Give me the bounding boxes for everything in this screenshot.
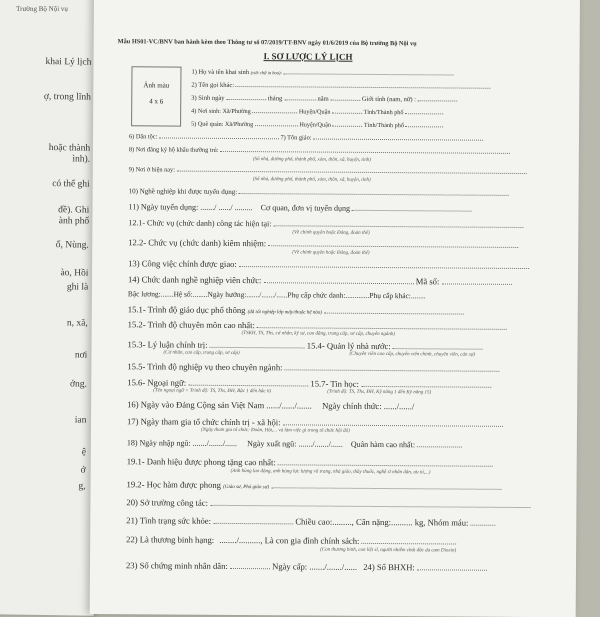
field-label: 2) Tên gọi khác:: [191, 81, 235, 89]
field-label: 5) Quê quán: Xã/Phường: [191, 120, 254, 129]
field-label: 12.2- Chức vụ (chức danh) kiêm nhiệm:: [128, 237, 267, 249]
field-note: (Số nhà, đường phố, thành phố, xóm, thôn, xã, huyện, tỉnh): [252, 177, 371, 183]
field-label: 21) Tình trạng sức khỏe:: [126, 515, 212, 526]
left-page-text: đề). Ghi: [58, 205, 90, 216]
left-page-text: n, xã,: [66, 318, 88, 329]
field-label: 11) Ngày tuyển dụng: ......./ ....../ .........: [128, 202, 253, 213]
field-social-org-date: [127, 416, 503, 429]
field-birth-date: [191, 95, 457, 104]
field-label: 8) Nơi đăng ký hộ khẩu thường trú:: [128, 146, 219, 154]
left-page-header: Trường Bộ Nội vụ: [16, 4, 68, 14]
section-title: I. SƠ LƯỢC LÝ LỊCH: [263, 51, 353, 62]
field-label: Ngày xuất ngũ: ......./......./......: [247, 439, 343, 449]
field-other-name: [191, 82, 490, 91]
field-work-strengths: [126, 497, 530, 510]
left-page-text: có thể ghi: [52, 179, 90, 190]
field-note: (Về chính quyền hoặc Đảng, đoàn thể): [292, 230, 370, 236]
field-label: Huyện/Quận: [298, 108, 331, 116]
field-full-name: [191, 69, 453, 78]
field-note: (đã tốt nghiệp lớp mấy/thuộc hệ nào): [247, 310, 322, 316]
field-note: (TSKH, TS, Ths, cử nhân, kỹ sư, cao đẳng, trung cấp, sơ cấp, chuyên ngành): [241, 331, 396, 338]
left-page-text: ình).: [72, 154, 91, 165]
field-label: 7) Tôn giáo:: [280, 134, 312, 142]
left-page-text: ớ: [80, 465, 86, 476]
field-label: 12.1- Chức vụ (chức danh) công tác hiện tại:: [128, 218, 272, 229]
field-note: (Anh hùng lao động, anh hùng lực lượng vũ trang, nhà giáo, thầy thuốc, nghệ sĩ nhân dân, ưu tú,...): [230, 468, 431, 476]
left-page-text: nơi: [74, 350, 88, 361]
field-hometown: [191, 121, 443, 130]
field-note: (Giáo sư, Phó giáo sư): [223, 484, 270, 491]
left-page-text: ớng.: [69, 379, 87, 390]
field-label: Cơ quan, đơn vị tuyển dụng: [260, 203, 351, 213]
field-label: 23) Số chứng minh nhân dân:: [125, 560, 228, 571]
field-label: 16) Ngày vào Đảng Cộng sản Việt Nam ....../....../.......: [127, 399, 312, 411]
field-label: Mã số:: [415, 276, 440, 287]
field-label: 6) Dân tộc:: [128, 133, 158, 141]
field-label: 20) Sở trường công tác:: [126, 497, 209, 508]
field-main-work: [128, 258, 529, 271]
field-job-title: [128, 274, 512, 287]
field-specialized-skills: [127, 361, 499, 374]
field-current-address: [129, 166, 527, 176]
photo-box: [131, 66, 181, 126]
field-label: 17) Ngày tham gia tổ chức chính trị - xã hội:: [126, 416, 281, 428]
field-label: 14) Chức danh nghề nghiệp viên chức:: [127, 274, 262, 286]
field-note: (Cử nhân, cao cấp, trung cấp, sơ cấp): [163, 350, 240, 357]
field-party-date: [127, 399, 414, 411]
field-label: Huyện/Quận: [299, 121, 331, 129]
field-label: 15.5- Trình độ nghiệp vụ theo chuyên ngành:: [127, 361, 283, 373]
field-concurrent-position: [128, 237, 518, 250]
field-general-education: [128, 304, 464, 316]
field-ethnicity-religion: [129, 133, 483, 142]
field-label: Cân nặng:..........: [355, 516, 413, 528]
field-label: 13) Công việc chính được giao:: [128, 258, 237, 270]
field-label: 15.3- Lý luận chính trị:: [127, 339, 208, 350]
field-label: 22) Là thương binh hạng:: [126, 534, 215, 545]
field-label: 1) Họ và tên khai sinh: [191, 68, 250, 77]
left-page-text: khai Lý lịch: [45, 56, 92, 68]
field-label: 15.1- Trình độ giáo dục phổ thông: [127, 304, 246, 316]
field-label: Ngày chính thức: ....../....../: [322, 400, 415, 412]
field-birth-place: [191, 108, 443, 117]
field-label: tháng: [267, 95, 283, 103]
field-military: [127, 438, 462, 449]
field-note: (viết chữ in hoa):: [250, 70, 283, 76]
field-highest-degree: [128, 319, 507, 332]
field-war-invalid: [126, 534, 456, 546]
left-page-text: ian: [74, 415, 87, 426]
field-note: (Tên ngoại ngữ + Trình độ: TS, Ths, ĐH, Bậc 1 đến bậc 6): [153, 388, 272, 395]
field-id-number: [126, 560, 487, 573]
field-note: (Số nhà, đường phố, thành phố, xóm, thôn, xã, huyện, tỉnh): [252, 157, 371, 163]
field-note: (Ngày tham gia tổ chức: Đoàn, Hội,... và làm việc gì trong tổ chức hội đó): [200, 427, 350, 434]
field-label: 15.7- Tin học:: [310, 378, 359, 389]
field-label: 15.2- Trình độ chuyên môn cao nhất:: [127, 319, 255, 331]
left-page-text: ghi là: [66, 282, 89, 293]
form-header-note: Mẫu HS01-VC/BNV ban hành kèm theo Thông tư số 07/2019/TT-BNV ngày 01/6/2019 của Bộ trưởng Bộ Nội vụ: [117, 38, 417, 48]
field-label: Giới tính (nam, nữ) :: [361, 95, 417, 104]
form-sheet: [90, 0, 580, 617]
left-page-text: ành phố: [58, 216, 90, 227]
field-label: Ngày cấp: ......./......./......: [272, 561, 358, 572]
left-page-text: ệ: [81, 447, 87, 458]
field-label: Tỉnh/Thành phố: [363, 108, 404, 117]
left-page-text: ố, Nùng.: [55, 240, 89, 251]
field-label: 15.4- Quản lý nhà nước:: [306, 340, 391, 352]
field-recruitment-date: [128, 202, 472, 213]
field-note: (Chuyên viên cao cấp, chuyên viên chính, chuyên viên, cán sự): [349, 351, 476, 358]
photo-size: 4 x 6: [149, 97, 164, 106]
photo-label: Ảnh màu: [143, 81, 170, 90]
field-label: 18) Ngày nhập ngũ: ......./......./......: [126, 438, 238, 449]
field-health: [126, 515, 495, 528]
left-page-text: g,: [78, 481, 86, 492]
field-note: (Trình độ: TS, Ths, ĐH, Kỹ năng 1 đến Kỹ năng 15): [327, 389, 432, 396]
left-page-text: ào, Hồi: [60, 268, 89, 279]
field-label: 9) Nơi ở hiện nay:: [128, 166, 175, 174]
field-note: (Về chính quyền hoặc Đảng, đoàn thể): [292, 250, 370, 256]
field-label: Bậc lương:.......Hệ số:........Ngày hưởng:......./......./......Phụ cấp chức danh:.............Phụ cấp khác:........: [127, 289, 426, 301]
field-label: Quân hàm cao nhất:: [350, 439, 416, 450]
field-label: 15.6- Ngoại ngữ:: [127, 377, 187, 388]
field-label: ......../.........., Là con gia đình chính sách:: [219, 534, 360, 546]
field-label: 24) Sổ BHXH:: [363, 561, 415, 573]
field-label: kg, Nhóm máu:: [414, 517, 469, 528]
field-label: 10) Nghề nghiệp khi được tuyển dụng:: [128, 187, 238, 197]
field-permanent-address: [129, 146, 510, 156]
left-background-page: [0, 0, 102, 616]
field-label: 4) Nơi sinh: Xã/Phường: [191, 107, 251, 116]
field-note: (Con thương binh, con liệt sĩ, người nhiễm chất độc da cam Dioxin): [320, 547, 457, 554]
field-academic-title: [127, 479, 502, 492]
left-page-text: hoặc thành: [48, 143, 91, 154]
field-highest-honor: [127, 456, 493, 469]
field-occupation: [129, 187, 509, 198]
field-label: 19.1- Danh hiệu được phong tặng cao nhất:: [126, 456, 276, 468]
field-label: năm: [317, 95, 329, 103]
field-label: 3) Sinh ngày: [191, 94, 225, 102]
field-label: 19.2- Học hàm được phong: [126, 479, 222, 490]
field-label: Tỉnh/Thành phố: [363, 121, 405, 130]
left-page-text: ợ, trong lĩnh: [43, 91, 91, 103]
field-salary: [128, 289, 426, 300]
field-current-position: [128, 218, 523, 230]
field-label: Chiều cao:.........,: [295, 516, 354, 527]
